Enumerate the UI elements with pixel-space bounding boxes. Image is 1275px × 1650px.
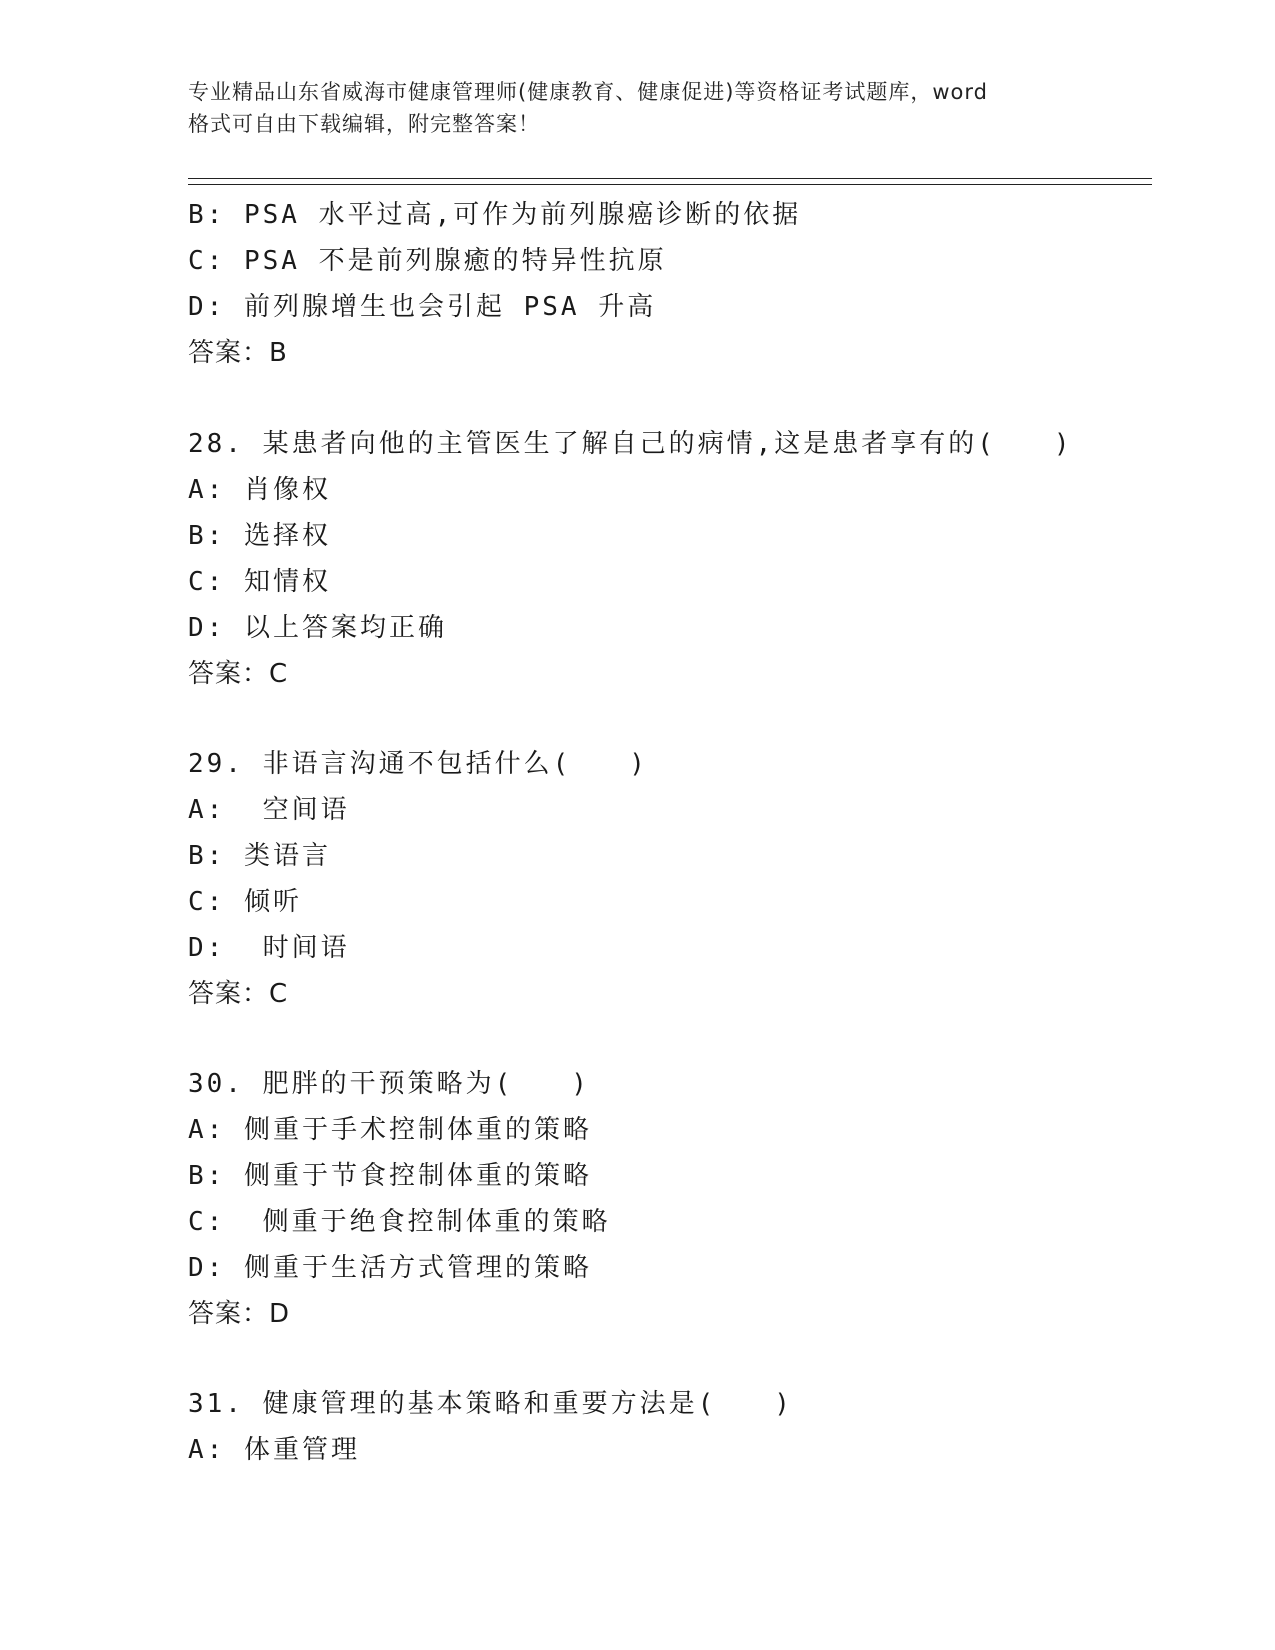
q30-question: 30. 肥胖的干预策略为( ) xyxy=(188,1069,590,1099)
q28-option-d: D: 以上答案均正确 xyxy=(188,613,447,643)
q29-option-b: B: 类语言 xyxy=(188,841,331,871)
q29-question: 29. 非语言沟通不包括什么( ) xyxy=(188,749,648,779)
header-divider-top xyxy=(188,178,1152,179)
q28-answer: 答案：C xyxy=(188,659,289,689)
q28-option-b: B: 选择权 xyxy=(188,521,331,551)
q30-option-c: C: 侧重于绝食控制体重的策略 xyxy=(188,1207,611,1237)
q27-answer: 答案：B xyxy=(188,338,288,368)
header-line-2: 格式可自由下载编辑，附完整答案！ xyxy=(188,112,540,136)
q27-option-d: D: 前列腺增生也会引起 PSA 升高 xyxy=(188,292,657,322)
header-divider-bottom xyxy=(188,184,1152,185)
q30-option-d: D: 侧重于生活方式管理的策略 xyxy=(188,1253,592,1283)
header-line-1: 专业精品山东省威海市健康管理师(健康教育、健康促进)等资格证考试题库，word xyxy=(188,80,989,104)
q29-option-a: A: 空间语 xyxy=(188,795,350,825)
q29-option-c: C: 倾听 xyxy=(188,887,302,917)
document-header xyxy=(188,76,1108,140)
q28-option-c: C: 知情权 xyxy=(188,567,331,597)
q29-answer: 答案：C xyxy=(188,979,289,1009)
q28-option-a: A: 肖像权 xyxy=(188,475,331,505)
q29-option-d: D: 时间语 xyxy=(188,933,350,963)
q28-question: 28. 某患者向他的主管医生了解自己的病情,这是患者享有的( ) xyxy=(188,429,1073,459)
q27-option-b: B: PSA 水平过高,可作为前列腺癌诊断的依据 xyxy=(188,200,802,230)
q31-question: 31. 健康管理的基本策略和重要方法是( ) xyxy=(188,1389,793,1419)
q30-option-a: A: 侧重于手术控制体重的策略 xyxy=(188,1115,592,1145)
q31-option-a: A: 体重管理 xyxy=(188,1435,360,1465)
q30-answer: 答案：D xyxy=(188,1299,291,1329)
q30-option-b: B: 侧重于节食控制体重的策略 xyxy=(188,1161,592,1191)
q27-option-c: C: PSA 不是前列腺癒的特异性抗原 xyxy=(188,246,667,276)
